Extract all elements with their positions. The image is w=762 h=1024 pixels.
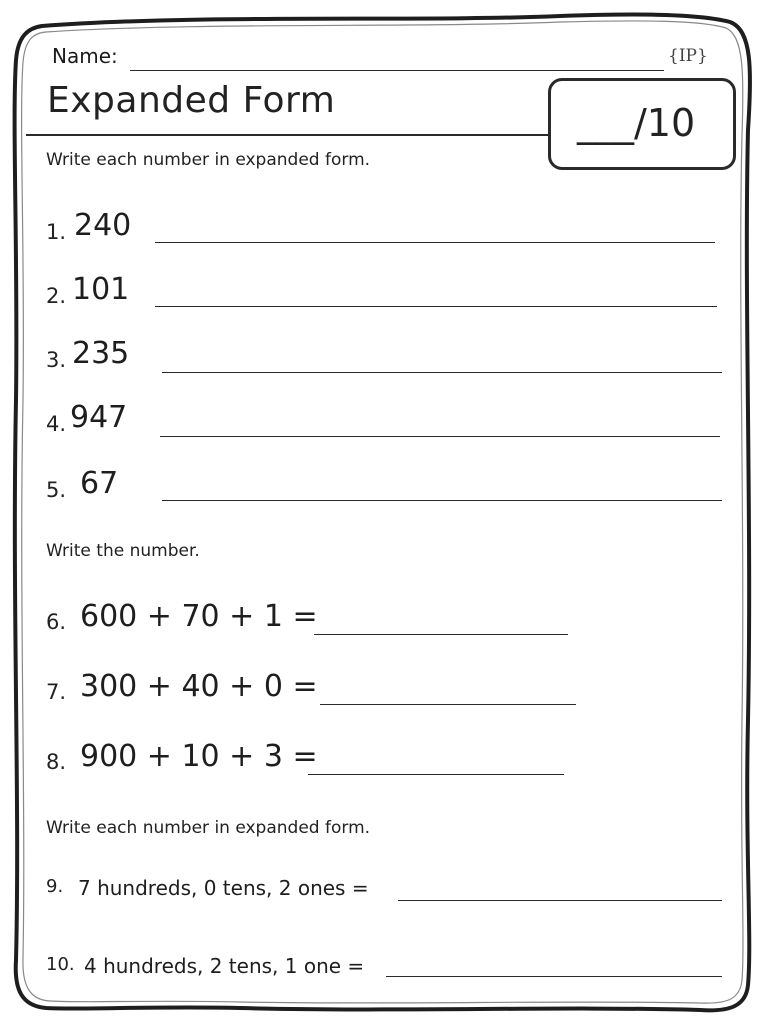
question-4-text: 947 [70,400,128,435]
question-9-text: 7 hundreds, 0 tens, 2 ones = [78,876,369,900]
question-3-number: 3. [46,348,67,372]
name-label: Name: [52,44,118,68]
question-3-answer-line[interactable] [162,372,722,373]
section1-instruction: Write each number in expanded form. [46,150,371,170]
question-10-text: 4 hundreds, 2 tens, 1 one = [84,954,365,978]
question-10-answer-line[interactable] [386,976,722,977]
question-2-text: 101 [72,272,130,307]
question-1-answer-line[interactable] [155,242,715,243]
question-2-number: 2. [46,284,67,308]
question-4-answer-line[interactable] [160,436,720,437]
name-field-line[interactable] [130,70,664,71]
section2-instruction: Write the number. [46,541,200,561]
question-9-answer-line[interactable] [398,900,722,901]
question-7-text: 300 + 40 + 0 = [80,669,318,704]
question-6-text: 600 + 70 + 1 = [80,599,318,634]
question-1-text: 240 [74,208,132,243]
question-5-answer-line[interactable] [162,500,722,501]
question-3-text: 235 [72,336,130,371]
question-2-answer-line[interactable] [155,306,717,307]
question-6-number: 6. [46,610,67,634]
score-text: ___/10 [577,101,696,145]
version-tag: {IP} [668,46,708,66]
question-8-answer-line[interactable] [308,774,564,775]
section3-instruction: Write each number in expanded form. [46,818,371,838]
question-5-number: 5. [46,478,67,502]
question-9-number: 9. [46,876,64,897]
question-7-answer-line[interactable] [320,704,576,705]
question-1-number: 1. [46,220,67,244]
question-5-text: 67 [80,466,119,501]
title-underline [26,134,550,136]
page-title: Expanded Form [47,80,336,121]
question-4-number: 4. [46,412,67,436]
question-10-number: 10. [46,954,75,975]
question-6-answer-line[interactable] [314,634,568,635]
question-7-number: 7. [46,680,67,704]
question-8-number: 8. [46,750,67,774]
question-8-text: 900 + 10 + 3 = [80,739,318,774]
score-box[interactable] [548,78,736,170]
